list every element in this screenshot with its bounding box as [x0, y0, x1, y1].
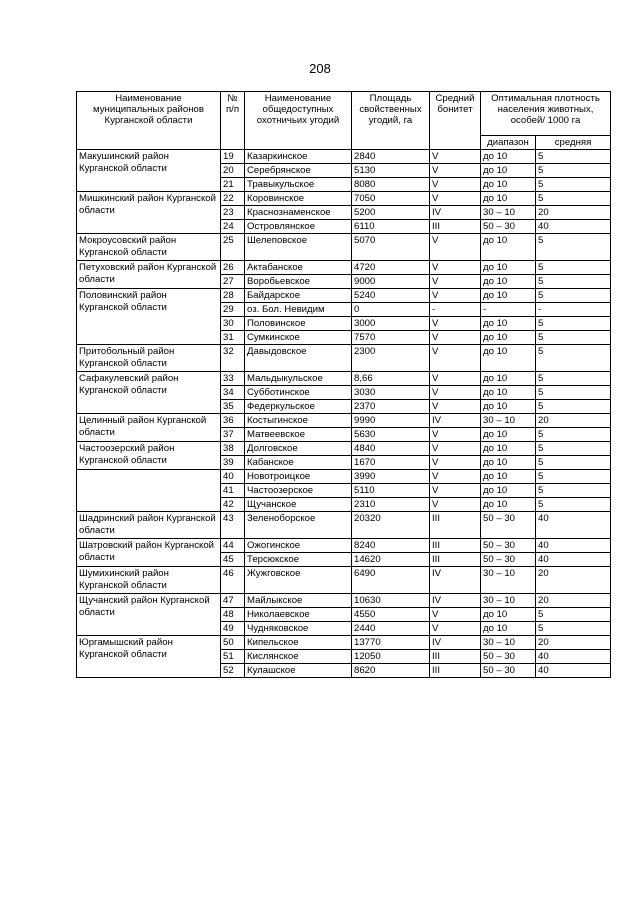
density-range: до 10 [481, 275, 536, 289]
area-value: 12050 [352, 650, 430, 664]
row-number: 47 [221, 594, 245, 608]
density-average: 5 [536, 400, 611, 414]
bonitet-value: V [430, 622, 481, 636]
density-average: 5 [536, 150, 611, 164]
area-value: 5200 [352, 206, 430, 220]
row-number: 24 [221, 220, 245, 234]
area-value: 9990 [352, 414, 430, 428]
row-number: 19 [221, 150, 245, 164]
bonitet-value: V [430, 386, 481, 400]
grounds-name: Чудняковское [245, 622, 352, 636]
row-number: 23 [221, 206, 245, 220]
row-number: 50 [221, 636, 245, 650]
density-average: 40 [536, 650, 611, 664]
table-row [77, 539, 611, 553]
table-row [77, 470, 611, 484]
density-range: до 10 [481, 345, 536, 372]
density-range: 50 – 30 [481, 553, 536, 567]
table-row [77, 594, 611, 608]
row-number: 36 [221, 414, 245, 428]
density-range: 30 – 10 [481, 594, 536, 608]
table-row [77, 414, 611, 428]
bonitet-value: V [430, 372, 481, 386]
row-number: 21 [221, 178, 245, 192]
density-range: 50 – 30 [481, 539, 536, 553]
density-range: 30 – 10 [481, 206, 536, 220]
bonitet-value: V [430, 178, 481, 192]
row-number: 33 [221, 372, 245, 386]
district-cell: Шумихинский район Курганской области [77, 567, 221, 594]
grounds-name: Шелеповское [245, 234, 352, 261]
grounds-name: Костыгинское [245, 414, 352, 428]
row-number: 30 [221, 317, 245, 331]
header-area: Площадь свойственных угодий, га [352, 92, 430, 150]
district-cell: Макушинский район Курганской области [77, 150, 221, 192]
district-cell: Мишкинский район Курганской области [77, 192, 221, 234]
row-number: 32 [221, 345, 245, 372]
density-range: 30 – 10 [481, 567, 536, 594]
area-value: 2300 [352, 345, 430, 372]
area-value: 1670 [352, 456, 430, 470]
density-average: 5 [536, 331, 611, 345]
grounds-name: Майлыкское [245, 594, 352, 608]
area-value: 5110 [352, 484, 430, 498]
bonitet-value: V [430, 498, 481, 512]
grounds-name: Краснознаменское [245, 206, 352, 220]
area-value: 9000 [352, 275, 430, 289]
district-cell: Целинный район Курганской области [77, 414, 221, 442]
district-cell: Половинский район Курганской области [77, 289, 221, 345]
grounds-name: Матвеевское [245, 428, 352, 442]
density-average: 40 [536, 220, 611, 234]
density-average: 5 [536, 372, 611, 386]
bonitet-value: III [430, 220, 481, 234]
area-value: 4840 [352, 442, 430, 456]
area-value: 2310 [352, 498, 430, 512]
row-number: 35 [221, 400, 245, 414]
density-range: 50 – 30 [481, 664, 536, 678]
density-range: до 10 [481, 150, 536, 164]
bonitet-value: III [430, 553, 481, 567]
row-number: 46 [221, 567, 245, 594]
area-value: 10630 [352, 594, 430, 608]
grounds-name: Кулашское [245, 664, 352, 678]
area-value: 0 [352, 303, 430, 317]
density-range: до 10 [481, 386, 536, 400]
row-number: 37 [221, 428, 245, 442]
area-value: 2840 [352, 150, 430, 164]
grounds-name: Казаркинское [245, 150, 352, 164]
table-body [77, 150, 611, 678]
density-average: 5 [536, 386, 611, 400]
district-cell: Шадринский район Курганской области [77, 512, 221, 539]
header-number: № п/п [221, 92, 245, 150]
area-value: 7050 [352, 192, 430, 206]
table-row [77, 192, 611, 206]
grounds-name: Зеленоборское [245, 512, 352, 539]
bonitet-value: IV [430, 206, 481, 220]
density-average: 5 [536, 289, 611, 303]
density-average: 20 [536, 206, 611, 220]
bonitet-value: V [430, 164, 481, 178]
table-row [77, 345, 611, 372]
density-average: 5 [536, 608, 611, 622]
grounds-name: Давыдовское [245, 345, 352, 372]
area-value: 20320 [352, 512, 430, 539]
area-value: 13770 [352, 636, 430, 650]
density-range: до 10 [481, 428, 536, 442]
grounds-name: Щучанское [245, 498, 352, 512]
density-range: 30 – 10 [481, 414, 536, 428]
header-density: Оптимальная плотность населения животных, особей/ 1000 га [481, 92, 611, 136]
grounds-name: Кипельское [245, 636, 352, 650]
area-value: 8,66 [352, 372, 430, 386]
density-range: 50 – 30 [481, 650, 536, 664]
area-value: 7570 [352, 331, 430, 345]
table-row [77, 636, 611, 650]
density-range: до 10 [481, 261, 536, 275]
density-range: до 10 [481, 289, 536, 303]
grounds-name: Долговское [245, 442, 352, 456]
area-value: 3990 [352, 470, 430, 484]
grounds-name: Кабанское [245, 456, 352, 470]
density-average: 5 [536, 317, 611, 331]
bonitet-value: III [430, 664, 481, 678]
density-range: до 10 [481, 608, 536, 622]
density-average: 40 [536, 553, 611, 567]
grounds-name: Мальдыкульское [245, 372, 352, 386]
density-range: 50 – 30 [481, 220, 536, 234]
grounds-name: Ожогинское [245, 539, 352, 553]
row-number: 27 [221, 275, 245, 289]
area-value: 14620 [352, 553, 430, 567]
bonitet-value: V [430, 456, 481, 470]
density-average: 5 [536, 622, 611, 636]
bonitet-value: V [430, 400, 481, 414]
density-range: до 10 [481, 317, 536, 331]
grounds-name: Сумкинское [245, 331, 352, 345]
density-average: 5 [536, 428, 611, 442]
density-average: 5 [536, 484, 611, 498]
density-average: 5 [536, 275, 611, 289]
grounds-name: Кислянское [245, 650, 352, 664]
row-number: 20 [221, 164, 245, 178]
row-number: 48 [221, 608, 245, 622]
header-district: Наименование муниципальных районов Курганской области [77, 92, 221, 150]
density-average: 40 [536, 539, 611, 553]
area-value: 4720 [352, 261, 430, 275]
row-number: 51 [221, 650, 245, 664]
area-value: 4550 [352, 608, 430, 622]
bonitet-value: III [430, 512, 481, 539]
grounds-name: Жужговское [245, 567, 352, 594]
header-range: диапазон [481, 136, 536, 150]
row-number: 45 [221, 553, 245, 567]
district-cell: Щучанский район Курганской области [77, 594, 221, 636]
row-number: 29 [221, 303, 245, 317]
area-value: 5240 [352, 289, 430, 303]
header-grounds: Наименование общедоступных охотничьих угодий [245, 92, 352, 150]
grounds-name: Субботинское [245, 386, 352, 400]
row-number: 52 [221, 664, 245, 678]
bonitet-value: V [430, 289, 481, 303]
density-average: 5 [536, 345, 611, 372]
density-range: до 10 [481, 498, 536, 512]
density-range: 30 – 10 [481, 636, 536, 650]
bonitet-value: V [430, 234, 481, 261]
density-average: 20 [536, 414, 611, 428]
density-average: 5 [536, 442, 611, 456]
density-range: до 10 [481, 192, 536, 206]
density-average: 5 [536, 164, 611, 178]
table-row [77, 512, 611, 539]
area-value: 3030 [352, 386, 430, 400]
density-average: 20 [536, 594, 611, 608]
bonitet-value: IV [430, 636, 481, 650]
density-range: 50 – 30 [481, 512, 536, 539]
row-number: 25 [221, 234, 245, 261]
density-range: - [481, 303, 536, 317]
grounds-name: Частоозерское [245, 484, 352, 498]
bonitet-value: V [430, 317, 481, 331]
row-number: 40 [221, 470, 245, 484]
bonitet-value: V [430, 261, 481, 275]
density-range: до 10 [481, 178, 536, 192]
district-cell: Сафакулевский район Курганской области [77, 372, 221, 414]
grounds-name: оз. Бол. Невидим [245, 303, 352, 317]
bonitet-value: V [430, 345, 481, 372]
grounds-name: Серебрянское [245, 164, 352, 178]
grounds-name: Федеркульское [245, 400, 352, 414]
bonitet-value: V [430, 150, 481, 164]
bonitet-value: V [430, 192, 481, 206]
district-cell: Частоозерский район Курганской области [77, 442, 221, 470]
table-row [77, 289, 611, 303]
bonitet-value: V [430, 484, 481, 498]
density-average: 40 [536, 512, 611, 539]
density-range: до 10 [481, 484, 536, 498]
density-average: 5 [536, 498, 611, 512]
area-value: 5070 [352, 234, 430, 261]
area-value: 8620 [352, 664, 430, 678]
district-cell: Притобольный район Курганской области [77, 345, 221, 372]
bonitet-value: V [430, 331, 481, 345]
grounds-name: Николаевское [245, 608, 352, 622]
bonitet-value: III [430, 650, 481, 664]
density-range: до 10 [481, 234, 536, 261]
density-average: 5 [536, 470, 611, 484]
header-bonitet: Средний бонитет [430, 92, 481, 150]
bonitet-value: V [430, 442, 481, 456]
district-cell: Петуховский район Курганской области [77, 261, 221, 289]
bonitet-value: - [430, 303, 481, 317]
grounds-name: Байдарское [245, 289, 352, 303]
row-number: 41 [221, 484, 245, 498]
density-average: 5 [536, 178, 611, 192]
density-range: до 10 [481, 372, 536, 386]
table-row [77, 150, 611, 164]
row-number: 31 [221, 331, 245, 345]
table-row [77, 234, 611, 261]
area-value: 6110 [352, 220, 430, 234]
density-average: 5 [536, 261, 611, 275]
bonitet-value: V [430, 470, 481, 484]
grounds-name: Половинское [245, 317, 352, 331]
table-row [77, 567, 611, 594]
density-range: до 10 [481, 400, 536, 414]
bonitet-value: III [430, 539, 481, 553]
district-cell: Мокроусовский район Курганской области [77, 234, 221, 261]
density-range: до 10 [481, 331, 536, 345]
table-row [77, 261, 611, 275]
bonitet-value: V [430, 275, 481, 289]
row-number: 38 [221, 442, 245, 456]
row-number: 26 [221, 261, 245, 275]
grounds-name: Коровинское [245, 192, 352, 206]
row-number: 34 [221, 386, 245, 400]
area-value: 8240 [352, 539, 430, 553]
page-number: 208 [309, 61, 331, 76]
area-value: 2440 [352, 622, 430, 636]
grounds-name: Новотроицкое [245, 470, 352, 484]
table-row [77, 372, 611, 386]
district-cell: Шатровский район Курганской области [77, 539, 221, 567]
bonitet-value: V [430, 428, 481, 442]
density-range: до 10 [481, 456, 536, 470]
bonitet-value: IV [430, 594, 481, 608]
grounds-name: Актабанское [245, 261, 352, 275]
area-value: 3000 [352, 317, 430, 331]
area-value: 8080 [352, 178, 430, 192]
density-average: 20 [536, 567, 611, 594]
row-number: 42 [221, 498, 245, 512]
density-average: - [536, 303, 611, 317]
bonitet-value: IV [430, 567, 481, 594]
district-cell-empty [77, 470, 221, 512]
row-number: 22 [221, 192, 245, 206]
density-average: 5 [536, 192, 611, 206]
bonitet-value: IV [430, 414, 481, 428]
area-value: 5630 [352, 428, 430, 442]
area-value: 6490 [352, 567, 430, 594]
table-row [77, 442, 611, 456]
grounds-name: Островлянское [245, 220, 352, 234]
row-number: 49 [221, 622, 245, 636]
area-value: 2370 [352, 400, 430, 414]
density-range: до 10 [481, 622, 536, 636]
density-average: 5 [536, 234, 611, 261]
density-average: 20 [536, 636, 611, 650]
area-value: 5130 [352, 164, 430, 178]
density-range: до 10 [481, 442, 536, 456]
density-range: до 10 [481, 164, 536, 178]
density-average: 5 [536, 456, 611, 470]
hunting-grounds-table [76, 91, 611, 678]
grounds-name: Воробьевское [245, 275, 352, 289]
row-number: 28 [221, 289, 245, 303]
district-cell: Юргамышский район Курганской области [77, 636, 221, 678]
header-average: средняя [536, 136, 611, 150]
density-range: до 10 [481, 470, 536, 484]
grounds-name: Травыкульское [245, 178, 352, 192]
row-number: 39 [221, 456, 245, 470]
density-average: 40 [536, 664, 611, 678]
row-number: 43 [221, 512, 245, 539]
row-number: 44 [221, 539, 245, 553]
bonitet-value: V [430, 608, 481, 622]
grounds-name: Терсюкское [245, 553, 352, 567]
